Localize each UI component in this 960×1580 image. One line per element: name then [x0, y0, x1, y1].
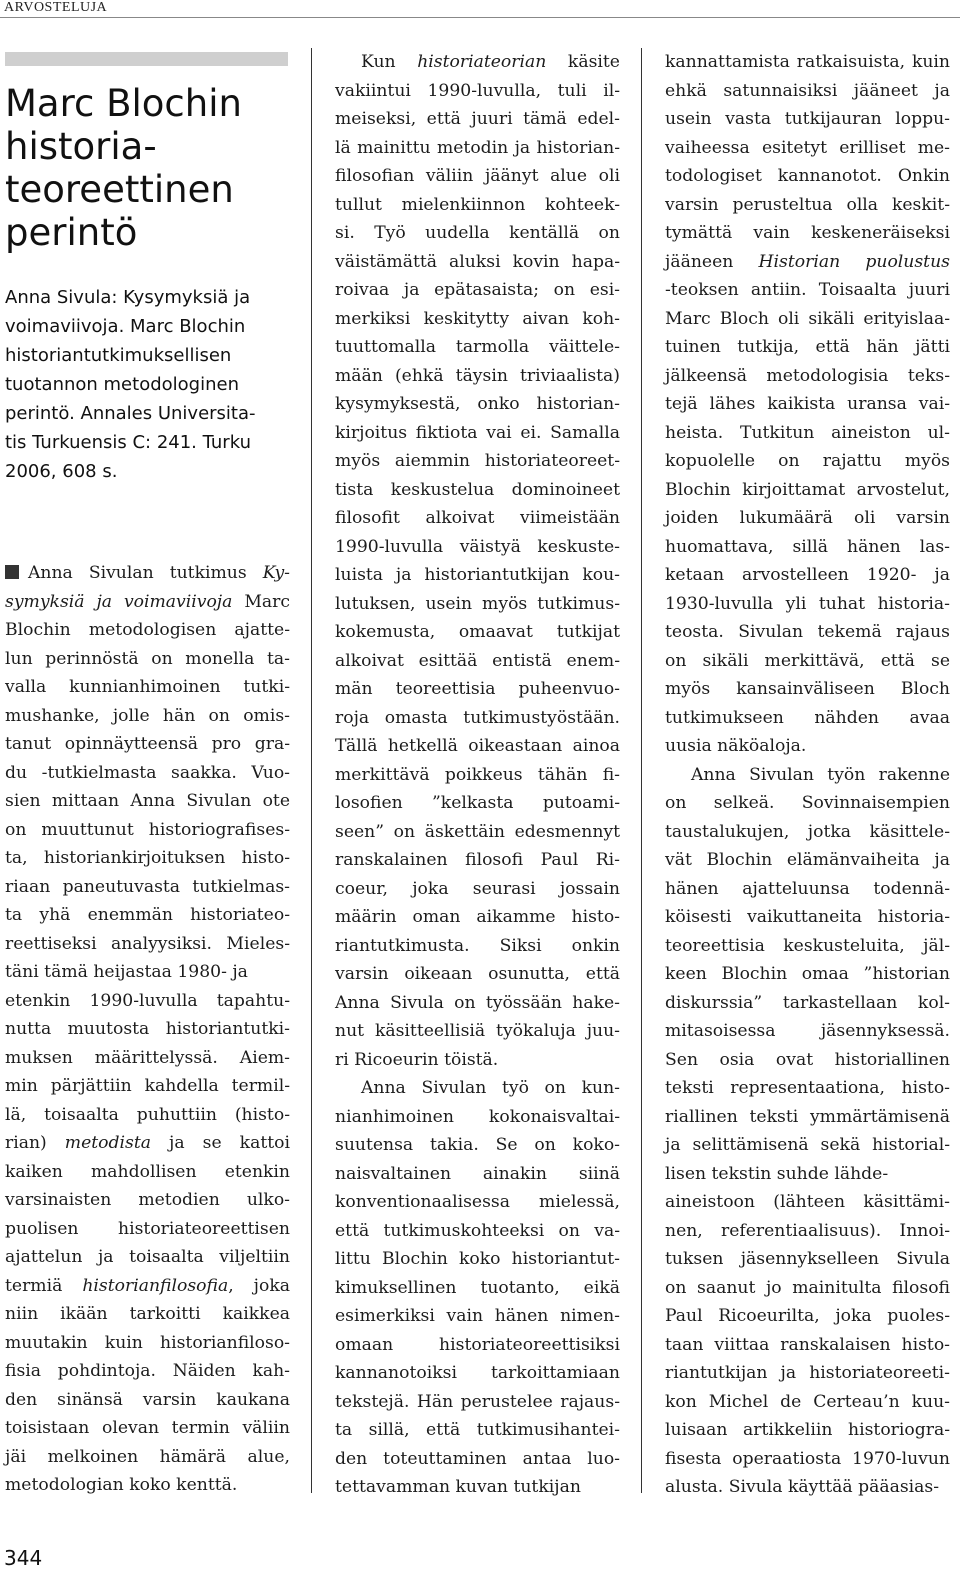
section-label: ARVOSTELUJA	[4, 0, 108, 15]
bib-line: perintö. Annales Universita-	[5, 403, 256, 424]
text-line: teosta. Sivulan tekemä rajaus	[665, 622, 950, 642]
text-line: tymättä vain keskeneräiseksi	[665, 223, 950, 243]
bib-line: Anna Sivula: Kysymyksiä ja	[5, 287, 251, 308]
column-1	[5, 559, 290, 1500]
bib-line: historiantutkimuksellisen	[5, 345, 232, 366]
text-line: Anna Sivulan työn rakenne	[691, 764, 950, 785]
text-line: du -tutkielmasta saakka. Vuo-	[5, 762, 290, 783]
text-line: lä, toisaalta puhuttiin (histo-	[5, 1104, 290, 1125]
text-line: nianhimoinen kokonaisvaltai-	[335, 1106, 620, 1127]
text-line: Anna Sivulan työ on kun-	[361, 1078, 620, 1098]
text-line: ranskalainen filosofi Paul Ri-	[335, 850, 620, 870]
text-line: lä mainittu metodin ja historian-	[335, 137, 620, 158]
text-line: tuksen jäsennykselleen Sivula	[665, 1249, 951, 1269]
text-line: ehkä satunnaisiksi jääneet ja	[665, 80, 950, 101]
text-line: heista. Tutkitun aineiston ul-	[665, 422, 950, 443]
text-line: köisesti vaikuttaneita historia-	[665, 907, 951, 927]
text-line: Paul Ricoeurilta, joka puoles-	[665, 1306, 951, 1326]
text-line: luista ja historiantutkijan kou-	[335, 565, 620, 585]
text-line: roivaa ja epätasaista; on esi-	[335, 280, 620, 300]
text-line: tuinen tutkija, että hän jätti	[665, 337, 950, 357]
text-line: ja selittämisenä sekä historial-	[665, 1135, 950, 1155]
text-line: 1930-luvulla yli tuhat historia-	[665, 593, 950, 614]
text-line: kokemusta, omaavat tutkijat	[335, 622, 620, 642]
title-bar	[5, 52, 288, 66]
text-line: vakiintui 1990-luvulla, tuli il-	[335, 80, 620, 101]
text-line: aineistoon (lähteen käsittämi-	[665, 1192, 950, 1212]
text-line: suutensa takia. Se on koko-	[335, 1135, 620, 1155]
text-line: coeur, joka seurasi jossain	[335, 878, 620, 899]
text-line: tekstejä. Hän perustelee rajaus-	[335, 1391, 621, 1412]
bullet-square-icon	[5, 565, 19, 579]
text-line: hänen ajatteluunsa todennä-	[665, 878, 950, 899]
text-line: jälkeensä metodologisia teks-	[665, 365, 950, 386]
text-line: merkittävä poikkeus tähän fi-	[335, 764, 620, 785]
text-line: taustalukujen, jotka käsittele-	[665, 821, 950, 842]
text-line: mushanke, jolle hän on omis-	[5, 705, 290, 726]
text-line: nut käsitteellisiä työkaluja juu-	[335, 1021, 620, 1041]
text-line: diskurssia” tarkastellaan kol-	[665, 992, 950, 1013]
text-line: riantutkijan ja historiateoreeti-	[665, 1363, 950, 1383]
bib-line: voimaviivoja. Marc Blochin	[5, 316, 246, 337]
text-line: taan viittaa ranskalaisen histo-	[665, 1334, 950, 1355]
text-line: on saanut jo mainitulta filosofi	[665, 1277, 951, 1298]
text-line: keen Blochin omaa ”historian	[665, 964, 951, 984]
text-line: Marc Bloch oli sikäli erityislaa-	[665, 308, 951, 329]
title-line: Marc Blochin	[5, 82, 242, 125]
text-line: omaan historiateoreettisiksi	[335, 1334, 620, 1355]
text-line: joiden lukumäärä oli varsin	[665, 508, 950, 528]
text-line: lutuksen, usein myös tutkimus-	[335, 593, 620, 614]
text-line: ajattelun ja toisaalta viljeltiin	[5, 1247, 290, 1267]
column-2	[335, 48, 620, 1502]
text-line: ta sillä, että tutkimusihantei-	[335, 1420, 620, 1440]
page-number: 344	[4, 1546, 43, 1570]
text-line: nutta muutosta historiantutki-	[5, 1019, 290, 1039]
text-line: mään (ehkä täysin triviaalista)	[335, 365, 620, 386]
text-line: sien mittaan Anna Sivulan ote	[5, 791, 290, 811]
text-line: lisen tekstin suhde lähde-	[665, 1163, 889, 1184]
text-line: alusta. Sivula käyttää pääasias-	[665, 1477, 940, 1497]
text-line: vät Blochin elämänvaiheita ja	[665, 850, 950, 870]
text-line: kopuolelle on rajattu myös	[665, 451, 950, 471]
text-line: fisia pohdintoja. Näiden kah-	[5, 1361, 290, 1381]
text-line: Kun historiateorian käsite	[361, 52, 620, 72]
column-divider	[641, 48, 642, 1493]
text-line: den toteuttaminen antaa luo-	[335, 1448, 620, 1469]
text-line: Tällä hetkellä oikeastaan ainoa	[335, 736, 620, 756]
text-line: teoreettisia keskusteluita, jäl-	[665, 935, 950, 956]
text-line: Blochin kirjoittamat arvostelut,	[665, 479, 950, 500]
text-line: kon Michel de Certeau’n kuu-	[665, 1391, 950, 1412]
text-line: littu Blochin koko historiantut-	[335, 1249, 620, 1269]
text-line: alkoivat esittää entistä enem-	[335, 650, 621, 671]
text-line: valla kunnianhimoinen tutki-	[5, 677, 291, 697]
text-line: toisistaan olevan termin väliin	[5, 1418, 290, 1438]
article-title	[5, 82, 290, 254]
text-line: 1990-luvulla väistyä keskuste-	[335, 536, 620, 557]
text-line: merkiksi keskitytty aivan koh-	[335, 308, 620, 329]
text-line: kannattamista ratkaisuista, kuin	[665, 52, 950, 72]
text-line: väistämättä aluksi kovin hapa-	[335, 251, 621, 272]
text-line: luisaan artikkeliin historiogra-	[665, 1420, 950, 1440]
text-line: varsinaisten metodien ulko-	[5, 1190, 290, 1210]
column-divider	[311, 48, 312, 1493]
text-line: vaiheessa esitetyt erilliset me-	[665, 137, 950, 158]
text-line: tejä lähes kaikista uransa vai-	[665, 394, 951, 414]
text-line: symyksiä ja voimaviivoja Marc	[5, 591, 291, 612]
text-line: nen, referentiaalisuus). Innoi-	[665, 1220, 950, 1241]
text-line: kaiken mahdollisen etenkin	[5, 1161, 290, 1182]
text-line: riallinen teksti ymmärtämisenä	[665, 1106, 950, 1127]
text-line: muutakin kuin historianfiloso-	[5, 1332, 290, 1353]
text-line: varsin oikeaan osunutta, että	[335, 964, 621, 984]
text-line: puolisen historiateoreettisen	[5, 1218, 290, 1239]
title-line: historia-	[5, 125, 157, 168]
text-line: todologiset kannanotot. Onkin	[665, 166, 950, 186]
text-line: lun perinnöstä on monella ta-	[5, 648, 290, 669]
text-line: kirjoitus fiktiota vai ei. Samalla	[335, 422, 620, 443]
text-line: etenkin 1990-luvulla tapahtu-	[5, 990, 290, 1011]
text-line: huomattava, sillä hänen las-	[665, 536, 950, 557]
text-line: että tutkimuskohteeksi on va-	[335, 1220, 621, 1241]
text-line: kysymyksestä, onko historian-	[335, 394, 620, 414]
text-line: on sikäli merkittävä, että se	[665, 650, 950, 671]
text-line: täni tämä heijastaa 1980- ja	[5, 962, 248, 982]
title-line: teoreettinen	[5, 168, 234, 211]
bib-line: tis Turkuensis C: 241. Turku	[5, 432, 251, 453]
text-line: tista keskustelua dominoineet	[335, 479, 620, 500]
text-line: metodologian koko kenttä.	[5, 1475, 238, 1495]
text-line: meiseksi, että juuri tämä edel-	[335, 109, 620, 129]
text-line: myös aiemmin historiateoreet-	[335, 451, 621, 471]
text-line: tuuttomalla tarmolla väittele-	[335, 337, 620, 357]
text-line: kannanotoiksi tarkoittamiaan	[335, 1363, 620, 1383]
text-line: ta, historiankirjoituksen histo-	[5, 848, 290, 868]
text-line: roja omasta tutkimustyöstään.	[335, 707, 620, 728]
text-line: uusia näköaloja.	[665, 736, 807, 756]
text-line: varsin perusteltua olla keskit-	[665, 194, 951, 215]
text-line: usein vasta tutkijauran loppu-	[665, 109, 950, 129]
bib-line: tuotannon metodologinen	[5, 374, 239, 395]
text-line: seen” on äskettäin edesmennyt	[335, 821, 621, 842]
text-line: Anna Sivulan tutkimus Ky-	[5, 559, 290, 588]
text-line: on selkeä. Sovinnaisempien	[665, 793, 950, 813]
top-rule	[0, 17, 960, 18]
text-line: -teoksen antiin. Toisaalta juuri	[665, 280, 950, 300]
text-line: riantutkimusta. Siksi onkin	[335, 935, 620, 956]
text-line: tullut mielenkiinnon kohteek-	[335, 194, 621, 215]
text-line: jääneen Historian puolustus	[665, 251, 950, 272]
text-line: Anna Sivula on työssään hake-	[335, 992, 620, 1013]
text-line: Sen osia ovat historiallinen	[665, 1049, 950, 1070]
text-line: den sinänsä varsin kaukana	[5, 1389, 290, 1410]
text-line: muksen määrittelyssä. Aiem-	[5, 1047, 290, 1068]
text-line: fisesta operaatiosta 1970-luvun	[665, 1448, 950, 1469]
text-line: män teoreettisia puheenvuo-	[335, 679, 620, 699]
text-line: min pärjättiin kahdella termil-	[5, 1076, 291, 1096]
text-line: riaan paneutuvasta tutkielmas-	[5, 876, 290, 897]
text-line: on muuttunut historiografises-	[5, 819, 291, 840]
text-line: jäi melkoinen hämärä alue,	[5, 1446, 290, 1467]
text-line: rian) metodista ja se kattoi	[5, 1133, 291, 1153]
text-line: mitasoisessa jäsennyksessä.	[665, 1021, 950, 1041]
text-line: tanut opinnäytteensä pro gra-	[5, 734, 290, 754]
text-line: tettavamman kuvan tutkijan	[335, 1477, 581, 1497]
text-line: losofien ”kelkasta putoami-	[335, 793, 621, 813]
text-line: naisvaltainen ainakin siinä	[335, 1163, 620, 1184]
column-3	[665, 48, 950, 1502]
text-line: tutkimukseen nähden avaa	[665, 707, 950, 728]
text-line: määrin oman aikamme histo-	[335, 907, 620, 927]
text-line: teksti representaationa, histo-	[665, 1078, 950, 1098]
text-line: ketaan arvostelleen 1920- ja	[665, 565, 950, 585]
bibliographic-info	[5, 283, 290, 486]
text-line: filosofit alkoivat viimeistään	[335, 508, 621, 528]
bib-line: 2006, 608 s.	[5, 461, 118, 482]
text-line: filosofian väliin jäänyt alue oli	[335, 166, 620, 186]
text-line: Blochin metodologisen ajatte-	[5, 620, 290, 640]
text-line: ta yhä enemmän historiateo-	[5, 905, 291, 925]
text-line: kimuksellinen tuotanto, eikä	[335, 1277, 620, 1298]
text-line: ri Ricoeurin töistä.	[335, 1049, 499, 1070]
text-line: esimerkiksi vain hänen nimen-	[335, 1306, 620, 1326]
text-line: termiä historianfilosofia, joka	[5, 1275, 290, 1296]
text-line: niin ikään tarkoitti kaikkea	[5, 1304, 290, 1324]
text-line: myös kansainväliseen Bloch	[665, 679, 951, 699]
title-line: perintö	[5, 211, 138, 254]
text-line: reettiseksi analyysiksi. Mieles-	[5, 933, 290, 954]
text-line: konventionaalisessa mielessä,	[335, 1192, 621, 1212]
text-line: si. Työ uudella kentällä on	[335, 223, 620, 243]
